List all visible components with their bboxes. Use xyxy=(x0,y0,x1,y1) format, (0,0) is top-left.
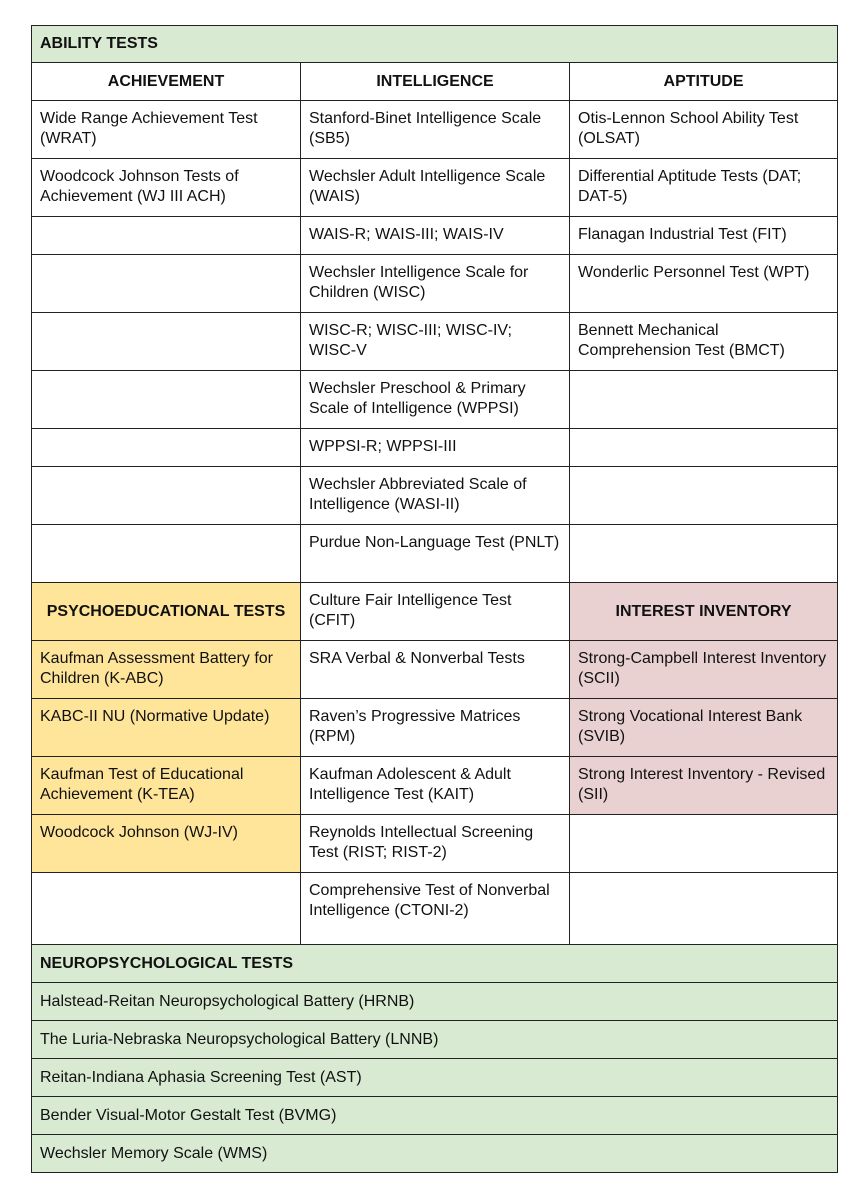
section-header-neuropsychological: NEUROPSYCHOLOGICAL TESTS xyxy=(32,945,838,983)
section-header-interest-inventory: INTEREST INVENTORY xyxy=(570,583,838,641)
intelligence-cell: Reynolds Intellectual Screening Test (RIST; RIST-2) xyxy=(301,815,570,873)
achievement-cell: Woodcock Johnson Tests of Achievement (WJ III ACH) xyxy=(32,159,301,217)
aptitude-cell xyxy=(570,429,838,467)
column-header-achievement: ACHIEVEMENT xyxy=(32,63,301,101)
achievement-cell xyxy=(32,429,301,467)
table-row xyxy=(32,757,838,815)
aptitude-cell: Wonderlic Personnel Test (WPT) xyxy=(570,255,838,313)
table-row xyxy=(32,217,838,255)
table-row xyxy=(32,159,838,217)
neuro-item: The Luria-Nebraska Neuropsychological Battery (LNNB) xyxy=(32,1021,838,1059)
intelligence-cell: Raven’s Progressive Matrices (RPM) xyxy=(301,699,570,757)
neuro-item: Wechsler Memory Scale (WMS) xyxy=(32,1135,838,1173)
aptitude-cell xyxy=(570,467,838,525)
intelligence-cell: Kaufman Adolescent & Adult Intelligence Test (KAIT) xyxy=(301,757,570,815)
achievement-cell xyxy=(32,217,301,255)
interest-cell xyxy=(570,873,838,945)
aptitude-cell xyxy=(570,371,838,429)
aptitude-cell: Otis-Lennon School Ability Test (OLSAT) xyxy=(570,101,838,159)
interest-cell: Strong Vocational Interest Bank (SVIB) xyxy=(570,699,838,757)
table-row xyxy=(32,815,838,873)
intelligence-cell: Comprehensive Test of Nonverbal Intelligence (CTONI-2) xyxy=(301,873,570,945)
intelligence-cell: Wechsler Abbreviated Scale of Intelligence (WASI-II) xyxy=(301,467,570,525)
psychoeducational-cell: Woodcock Johnson (WJ-IV) xyxy=(32,815,301,873)
neuro-item: Halstead-Reitan Neuropsychological Battery (HRNB) xyxy=(32,983,838,1021)
intelligence-cell: Purdue Non-Language Test (PNLT) xyxy=(301,525,570,583)
intelligence-cell: Stanford-Binet Intelligence Scale (SB5) xyxy=(301,101,570,159)
psychoeducational-cell: Kaufman Test of Educational Achievement (K-TEA) xyxy=(32,757,301,815)
intelligence-cell: WPPSI-R; WPPSI-III xyxy=(301,429,570,467)
psychoeducational-cell: KABC-II NU (Normative Update) xyxy=(32,699,301,757)
aptitude-cell: Differential Aptitude Tests (DAT; DAT-5) xyxy=(570,159,838,217)
table-row xyxy=(32,313,838,371)
aptitude-cell: Bennett Mechanical Comprehension Test (BMCT) xyxy=(570,313,838,371)
achievement-cell xyxy=(32,313,301,371)
table-row xyxy=(32,983,838,1021)
intelligence-cell: Wechsler Intelligence Scale for Children (WISC) xyxy=(301,255,570,313)
table-row xyxy=(32,1059,838,1097)
aptitude-cell: Flanagan Industrial Test (FIT) xyxy=(570,217,838,255)
intelligence-cell: SRA Verbal & Nonverbal Tests xyxy=(301,641,570,699)
table-row xyxy=(32,467,838,525)
achievement-cell xyxy=(32,371,301,429)
interest-cell xyxy=(570,815,838,873)
intelligence-cell: Wechsler Preschool & Primary Scale of Intelligence (WPPSI) xyxy=(301,371,570,429)
section-header-ability-tests: ABILITY TESTS xyxy=(32,26,838,63)
table-row xyxy=(32,583,838,641)
achievement-cell xyxy=(32,467,301,525)
column-header-aptitude: APTITUDE xyxy=(570,63,838,101)
achievement-cell: Wide Range Achievement Test (WRAT) xyxy=(32,101,301,159)
section-header-psychoeducational: PSYCHOEDUCATIONAL TESTS xyxy=(32,583,301,641)
interest-cell: Strong Interest Inventory - Revised (SII) xyxy=(570,757,838,815)
table-row xyxy=(32,429,838,467)
intelligence-cell: WAIS-R; WAIS-III; WAIS-IV xyxy=(301,217,570,255)
intelligence-cell: Culture Fair Intelligence Test (CFIT) xyxy=(301,583,570,641)
psychoeducational-cell xyxy=(32,873,301,945)
intelligence-cell: Wechsler Adult Intelligence Scale (WAIS) xyxy=(301,159,570,217)
table-row xyxy=(32,873,838,945)
column-header-intelligence: INTELLIGENCE xyxy=(301,63,570,101)
table-row xyxy=(32,371,838,429)
neuro-item: Reitan-Indiana Aphasia Screening Test (AST) xyxy=(32,1059,838,1097)
aptitude-cell xyxy=(570,525,838,583)
interest-cell: Strong-Campbell Interest Inventory (SCII) xyxy=(570,641,838,699)
intelligence-cell: WISC-R; WISC-III; WISC-IV; WISC-V xyxy=(301,313,570,371)
table-row xyxy=(32,1135,838,1173)
achievement-cell xyxy=(32,255,301,313)
table-row xyxy=(32,699,838,757)
tests-table xyxy=(31,25,838,1173)
table-row xyxy=(32,255,838,313)
table-row xyxy=(32,525,838,583)
table-row xyxy=(32,641,838,699)
neuro-item: Bender Visual-Motor Gestalt Test (BVMG) xyxy=(32,1097,838,1135)
table-row xyxy=(32,1021,838,1059)
table-row xyxy=(32,101,838,159)
table-row xyxy=(32,1097,838,1135)
psychoeducational-cell: Kaufman Assessment Battery for Children (K-ABC) xyxy=(32,641,301,699)
achievement-cell xyxy=(32,525,301,583)
